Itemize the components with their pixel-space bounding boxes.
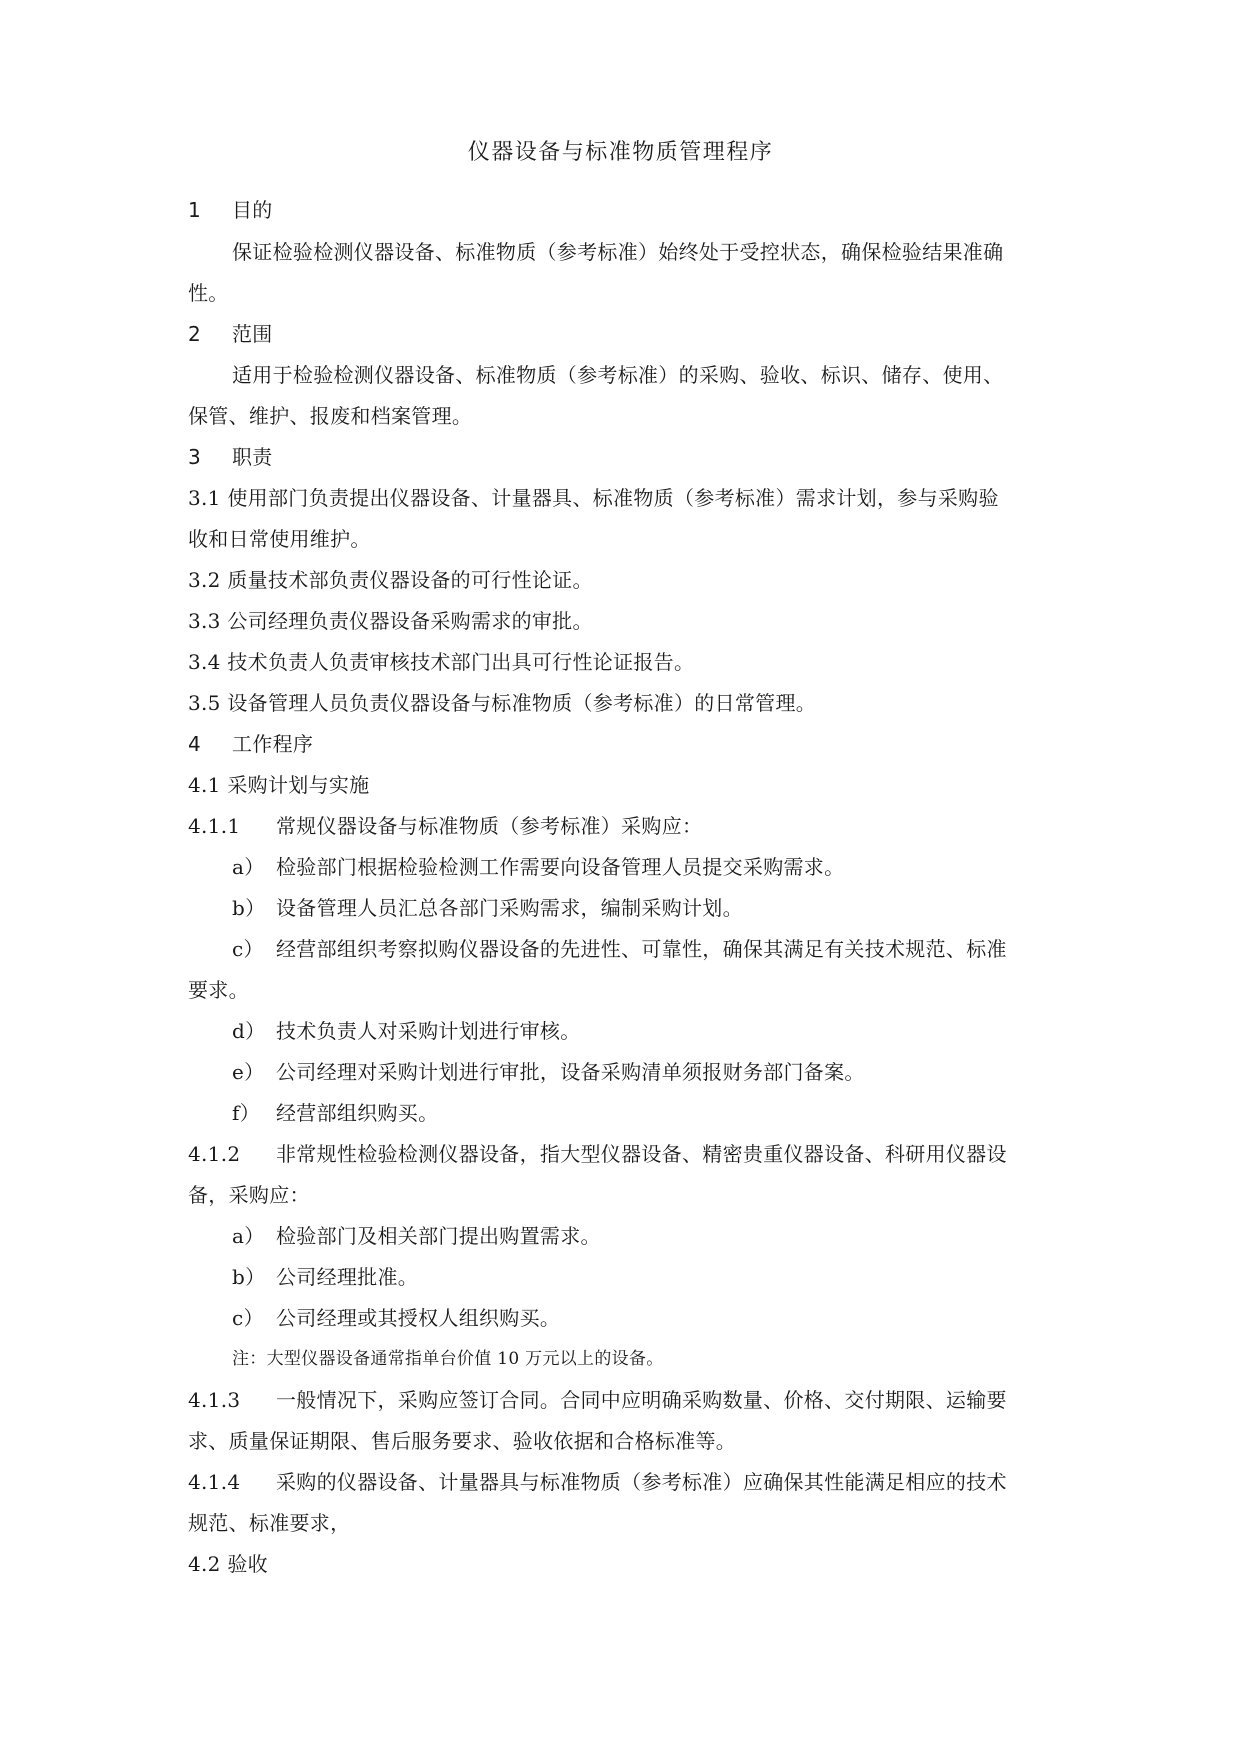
section-2-number: 2 — [188, 322, 202, 346]
list-item: 公司经理对采购计划进行审批，设备采购清单须报财务部门备案。 — [276, 1060, 865, 1084]
clause-4-1-4-number: 4.1.4 — [188, 1470, 241, 1494]
list-marker: f） — [232, 1101, 261, 1125]
item-3-2: 3.2 质量技术部负责仪器设备的可行性论证。 — [188, 568, 593, 592]
clause-4-1-3: 一般情况下，采购应签订合同。合同中应明确采购数量、价格、交付期限、运输要 — [276, 1388, 1007, 1412]
list-item: 公司经理或其授权人组织购买。 — [276, 1306, 561, 1330]
list-marker: c） — [232, 937, 264, 961]
list-item: 公司经理批准。 — [276, 1265, 419, 1289]
subsection-4-1: 4.1 采购计划与实施 — [188, 773, 370, 797]
list-item: 技术负责人对采购计划进行审核。 — [276, 1019, 581, 1043]
clause-4-1-2-number: 4.1.2 — [188, 1142, 241, 1166]
list-item-cont: 要求。 — [188, 978, 249, 1002]
clause-4-1-4: 采购的仪器设备、计量器具与标准物质（参考标准）应确保其性能满足相应的技术 — [276, 1470, 1007, 1494]
section-2-heading: 范围 — [232, 322, 273, 346]
list-item: 经营部组织购买。 — [276, 1101, 439, 1125]
section-3-number: 3 — [188, 445, 202, 469]
section-2-paragraph: 适用于检验检测仪器设备、标准物质（参考标准）的采购、验收、标识、储存、使用、 — [232, 363, 1004, 387]
subsection-4-2: 4.2 验收 — [188, 1552, 268, 1576]
clause-4-1-1-number: 4.1.1 — [188, 814, 241, 838]
list-marker: b） — [232, 896, 266, 920]
document-title: 仪器设备与标准物质管理程序 — [467, 140, 774, 165]
note: 注：大型仪器设备通常指单台价值 10 万元以上的设备。 — [232, 1349, 664, 1369]
item-3-4: 3.4 技术负责人负责审核技术部门出具可行性论证报告。 — [188, 650, 695, 674]
list-marker: c） — [232, 1306, 264, 1330]
section-4-number: 4 — [188, 732, 202, 756]
clause-4-1-2: 非常规性检验检测仪器设备，指大型仪器设备、精密贵重仪器设备、科研用仪器设 — [276, 1142, 1007, 1166]
clause-4-1-3-cont: 求、质量保证期限、售后服务要求、验收依据和合格标准等。 — [188, 1429, 737, 1453]
list-item: 检验部门及相关部门提出购置需求。 — [276, 1224, 601, 1248]
section-2-paragraph-cont: 保管、维护、报废和档案管理。 — [188, 404, 473, 428]
item-3-1-cont: 收和日常使用维护。 — [188, 527, 371, 551]
list-item: 检验部门根据检验检测工作需要向设备管理人员提交采购需求。 — [276, 855, 845, 879]
item-3-1: 3.1 使用部门负责提出仪器设备、计量器具、标准物质（参考标准）需求计划，参与采购验 — [188, 486, 999, 510]
clause-4-1-3-number: 4.1.3 — [188, 1388, 241, 1412]
list-item: 设备管理人员汇总各部门采购需求，编制采购计划。 — [276, 896, 743, 920]
section-1-number: 1 — [188, 198, 202, 222]
list-marker: e） — [232, 1060, 265, 1084]
section-3-heading: 职责 — [232, 445, 273, 469]
list-marker: a） — [232, 855, 265, 879]
section-4-heading: 工作程序 — [232, 732, 314, 756]
clause-4-1-2-cont: 备，采购应： — [188, 1183, 310, 1207]
list-marker: d） — [232, 1019, 266, 1043]
list-marker: a） — [232, 1224, 265, 1248]
section-1-paragraph-cont: 性。 — [188, 281, 229, 305]
item-3-5: 3.5 设备管理人员负责仪器设备与标准物质（参考标准）的日常管理。 — [188, 691, 817, 715]
clause-4-1-1: 常规仪器设备与标准物质（参考标准）采购应： — [276, 814, 703, 838]
item-3-3: 3.3 公司经理负责仪器设备采购需求的审批。 — [188, 609, 593, 633]
list-marker: b） — [232, 1265, 266, 1289]
section-1-heading: 目的 — [232, 198, 273, 222]
list-item: 经营部组织考察拟购仪器设备的先进性、可靠性，确保其满足有关技术规范、标准 — [276, 937, 1007, 961]
clause-4-1-4-cont: 规范、标准要求， — [188, 1511, 351, 1535]
section-1-paragraph: 保证检验检测仪器设备、标准物质（参考标准）始终处于受控状态，确保检验结果准确 — [232, 240, 1004, 264]
